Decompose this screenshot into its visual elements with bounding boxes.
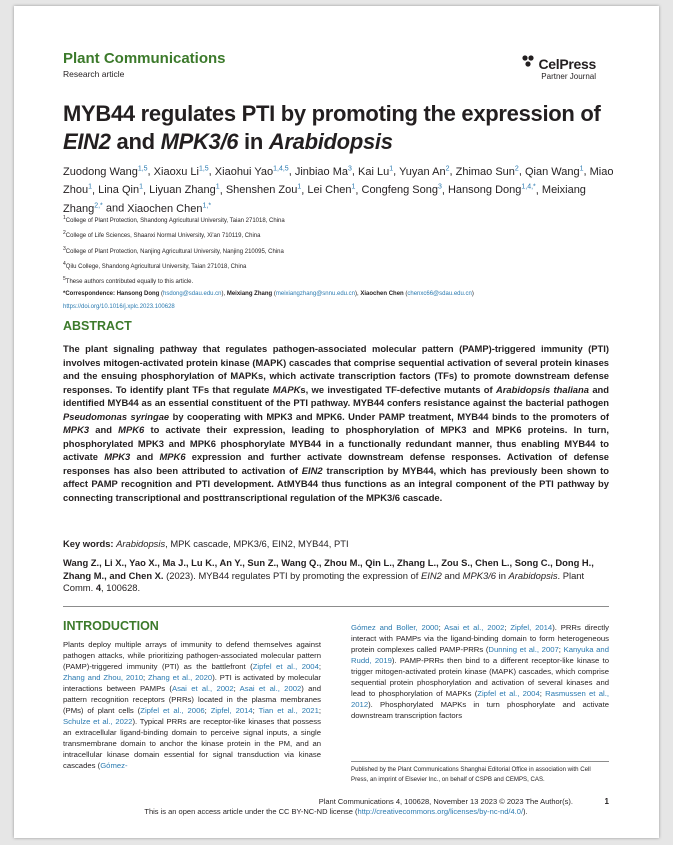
keywords: Key words: Arabidopsis, MPK cascade, MPK3/6, EIN2, MYB44, PTI: [63, 538, 349, 549]
author-name: Qian Wang: [524, 165, 580, 178]
author-affiliation-sup: 1: [389, 165, 394, 172]
affiliations: [63, 212, 623, 313]
ref-link[interactable]: Asai et al., 2002: [171, 684, 234, 693]
author-affiliation-sup: 1,5: [198, 165, 209, 172]
ref-link[interactable]: Rasmussen et al., 2012: [351, 689, 609, 709]
ref-link[interactable]: Zipfel et al., 2006: [140, 706, 205, 715]
author-name: Lina Qin: [98, 184, 140, 197]
affiliation-item: $^2$College of Life Sciences, Shaanxi Normal University, Xi'an 710119, China: [63, 230, 261, 240]
article-title: MYB44 regulates PTI by promoting the expression of EIN2 and MPK3/6 in Arabidopsis: [63, 101, 601, 154]
correspondence: *Correspondence: Hansong Dong (hsdong@sdau.edu.cn), Meixiang Zhang (meixiangzhang@snnu.edu.cn), Xiaochen Chen (chenxc66@sdau.edu.cn): [63, 291, 474, 298]
affiliation-item: $^3$College of Plant Protection, Nanjing Agricultural University, Nanjing 210095, China: [63, 245, 284, 255]
ref-link[interactable]: Tian et al., 2021: [258, 706, 319, 715]
author-affiliation-sup: 2: [514, 165, 519, 172]
author-list: Zuodong Wang$^{1,5}$, Xiaoxu Li$^{1,5}$, Xiaohui Yao$^{1,4,5}$, Jinbiao Ma$^3$, Kai Lu$^1$, Yuyan An$^2$, Zhimao Sun$^2$, Qian Wang$^1$, Miao Zhou$^1$, Lina Qin$^1$, Liyuan Zhang$^1$, Shenshen Zou$^1$, Lei Chen$^1$, Congfeng Song$^3$, Hansong Dong$^{1,4,*}$, Meixiang Zhang$^{2,*}$ and Xiaochen Chen$^{1,*}$: [63, 165, 614, 215]
author: [154, 166, 209, 178]
ref-link[interactable]: Zipfel, 2014: [210, 706, 253, 715]
author: [525, 166, 584, 178]
ref-link[interactable]: Zhang et al., 2020: [148, 673, 213, 682]
author-name: Xiaochen Chen: [127, 202, 203, 215]
author-name: Lei Chen: [307, 184, 352, 197]
email-link-zhang[interactable]: meixiangzhang@snnu.edu.cn: [275, 291, 356, 298]
author-affiliation-sup: 1: [297, 183, 302, 191]
author: [98, 184, 143, 196]
author-affiliation-sup: 2: [445, 165, 450, 172]
page-number: 1: [604, 797, 609, 806]
email-link-chen[interactable]: chenxc66@sdau.edu.cn: [407, 291, 472, 298]
ref-link[interactable]: Zipfel et al., 2004: [477, 689, 540, 698]
author: [358, 166, 393, 178]
publisher-logo-text: CelPress: [538, 55, 596, 72]
ref-link[interactable]: Gómez and Boller, 2000: [351, 623, 439, 632]
footer-citation: Plant Communications 4, 100628, November 13 2023 © 2023 The Author(s).: [318, 797, 573, 806]
publisher-logo-sub: Partner Journal: [541, 72, 596, 81]
author: [226, 184, 301, 196]
author-name: Xiaoxu Li: [153, 165, 199, 178]
author-name: Kai Lu: [358, 165, 390, 178]
footnote-divider: [351, 761, 609, 762]
author: [295, 166, 352, 178]
ref-link[interactable]: Dunning et al., 2007: [488, 645, 559, 654]
article-page: [14, 6, 659, 838]
ref-link[interactable]: Schulze et al., 2022: [63, 717, 133, 726]
author-name: Jinbiao Ma: [294, 165, 349, 178]
author-affiliation-sup: 1: [139, 183, 143, 191]
ref-link[interactable]: Asai et al., 2002: [239, 684, 302, 693]
affiliation-item: $^1$College of Plant Protection, Shandong Agricultural University, Taian 271018, China: [63, 215, 285, 224]
introduction-heading: INTRODUCTION: [63, 619, 159, 633]
author: [399, 166, 449, 178]
footer-license: This is an open access article under the CC BY-NC-ND license (http://creativecommons.org/licenses/by-nc-nd/4.0/).: [144, 807, 528, 816]
abstract-heading: ABSTRACT: [63, 319, 132, 333]
author-name: Zhimao Sun: [455, 165, 515, 178]
author: [448, 184, 536, 196]
author-affiliation-sup: 1: [579, 165, 584, 172]
author-affiliation-sup: 1,5: [137, 165, 148, 172]
author-name: Congfeng Song: [361, 184, 438, 197]
author-name: Xiaohui Yao: [214, 165, 274, 178]
affiliation-item: $^5$These authors contributed equally to this article.: [63, 276, 194, 286]
cellpress-logo-icon: [521, 54, 535, 73]
author-affiliation-sup: 3: [437, 183, 442, 191]
author-affiliation-sup: 1: [351, 183, 356, 191]
author: [63, 166, 148, 178]
author-affiliation-sup: 3: [348, 165, 352, 172]
author-name: Miao Zhou: [63, 165, 614, 197]
ref-link[interactable]: Zhang and Zhou, 2010: [63, 673, 143, 682]
author-affiliation-sup: 1,4,*: [521, 183, 536, 191]
author-name: Hansong Dong: [447, 184, 522, 197]
ref-link[interactable]: Zipfel, 2014: [510, 623, 553, 632]
abstract-text: The plant signaling pathway that regulates pathogen-associated molecular pattern (PAMP)-triggered immunity (PTI) involves mitogen-activated protein kinase (MAPK) cascades that comprise sequential activation of several protein kinases and the ensuing phosphorylation of MAPKs, which activate transcription factors (TFs) to promote downstream defense responses. To identify plant TFs that regulate MAPKs, we investigated TF-defective mutants of Arabidopsis thaliana and identified MYB44 as an essential constituent of the PTI pathway. MYB44 confers resistance against the bacterial pathogen Pseudomonas syringae by cooperating with MPK3 and MPK6. Under PAMP treatment, MYB44 binds to the promoters of MPK3 and MPK6 to activate their expression, leading to phosphorylation of MPK3 and MPK6 proteins. In turn, phosphorylated MPK3 and MPK6 phosphorylate MYB44 in a functionally redundant manner, thus enabling MYB44 to activate MPK3 and MPK6 expression and further activate downstream defense responses. Activation of defense responses has also been attributed to activation of EIN2 transcription by MYB44, which has previously been shown to affect PAMP recognition and PTI development. AtMYB44 thus functions as an integral component of the PTI pathway by connecting transcriptional and posttranscriptional regulation of the MPK3/6 cascade.: [63, 343, 610, 503]
author-name: Shenshen Zou: [225, 184, 298, 197]
author: [215, 166, 289, 178]
article-type: Research article: [63, 69, 125, 79]
author-name: Zuodong Wang: [63, 165, 138, 178]
citation: Wang Z., Li X., Yao X., Ma J., Lu K., An Y., Sun Z., Wang Q., Zhou M., Qin L., Zhang L., Zou S., Chen L., Song C., Dong H., Zhang M., and Chen X. (2023). MYB44 regulates PTI by promoting the expression of EIN2 and MPK3/6 in Arabidopsis. Plant Comm. 4, 100628.: [63, 557, 594, 593]
author-affiliation-sup: 1,4,5: [273, 165, 289, 172]
author: [456, 166, 519, 178]
ref-link[interactable]: Zipfel et al., 2004: [252, 662, 319, 671]
journal-name: Plant Communications: [63, 50, 226, 67]
author: [149, 184, 220, 196]
author: [307, 184, 355, 196]
publisher-footnote: Published by the Plant Communications Shanghai Editorial Office in association with Cell Press, an imprint of Elsevier Inc., on behalf of CSPB and CEMPS, CAS.: [351, 766, 591, 783]
affiliation-list: [63, 212, 623, 288]
publisher-logo: [521, 54, 596, 81]
ref-link[interactable]: Asai et al., 2002: [444, 623, 505, 632]
email-link-dong[interactable]: hsdong@sdau.edu.cn: [163, 291, 222, 298]
section-divider: [63, 606, 609, 607]
author-name: Yuyan An: [399, 165, 446, 178]
author-affiliation-sup: 1: [88, 183, 92, 191]
author-affiliation-sup: 1,*: [202, 202, 212, 210]
author-affiliation-sup: 2,*: [94, 202, 103, 210]
ref-link[interactable]: Gómez-: [100, 761, 128, 770]
author-name: Meixiang Zhang: [63, 184, 586, 215]
author: [362, 184, 442, 196]
intro-column-left: Plants deploy multiple arrays of immunity to defend themselves against pathogen attacks, while prioritizing pathogen-associated molecular pattern (PAMP)-triggered immunity (PTI) as the battlefront (Zipfel et al., 2004; Zhang and Zhou, 2010; Zhang et al., 2020). PTI is activated by molecular interactions between PAMPs (Asai et al., 2002; Asai et al., 2002) and pattern recognition receptors (PRRs) located in the plasma membranes (PMs) of plant cells (Zipfel et al., 2006; Zipfel, 2014; Tian et al., 2021; Schulze et al., 2022). Typical PRRs are receptor-like kinases that possess an extracellular ligand-binding domain to perceive signal inputs, a single transmembrane domain to anchor the kinase protein in the PM, and an intracellular kinase domain essential for signal transduction via kinase cascades (Gómez-: [63, 640, 321, 770]
author-affiliation-sup: 1: [215, 183, 220, 191]
license-link[interactable]: http://creativecommons.org/licenses/by-nc-nd/4.0/: [357, 807, 524, 816]
doi-link[interactable]: https://doi.org/10.1016/j.xplc.2023.100628: [63, 303, 175, 310]
intro-column-right: Gómez and Boller, 2000; Asai et al., 2002; Zipfel, 2014). PRRs directly interact with PAMPs via the ligand-binding domain to form heterogeneous protein complexes called PAMP-PRRs (Dunning et al., 2007; Kanyuka and Rudd, 2019). PAMP-PRRs then bind to a different receptor-like kinase to trigger mitogen-activated protein kinase (MAPK) cascades, which comprise sequential protein phosphorylation and activation of several kinases and lead to phosphorylation of MAPKs (Zipfel et al., 2004; Rasmussen et al., 2012). Phosphorylated MAPKs in turn phosphorylate and activate downstream transcription factors: [351, 623, 609, 720]
affiliation-item: $^4$Qilu College, Shandong Agricultural University, Taian 271018, China: [63, 260, 247, 270]
author-name: Liyuan Zhang: [149, 184, 216, 197]
ref-link[interactable]: Kanyuka and Rudd, 2019: [351, 645, 609, 665]
